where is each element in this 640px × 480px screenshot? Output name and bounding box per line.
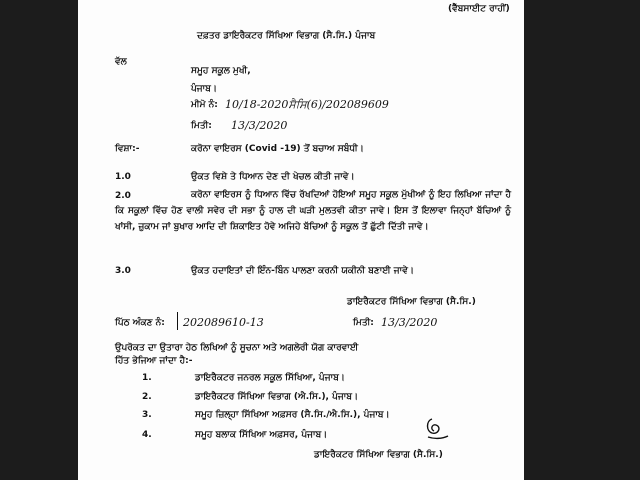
paragraph-number: 2.0: [115, 191, 131, 201]
copy-list-item: ਡਾਇਰੈਕਟਰ ਜਨਰਲ ਸਕੂਲ ਸਿੱਖਿਆ, ਪੰਜਾਬ।: [195, 373, 345, 383]
signatory: ਡਾਇਰੈਕਟਰ ਸਿੱਖਿਆ ਵਿਭਾਗ (ਸੈ.ਸਿ.): [347, 297, 476, 307]
document-page: [78, 0, 524, 480]
copy-list-number: 4.: [142, 430, 152, 440]
copy-list-item: ਸਮੂਹ ਬਲਾਕ ਸਿੱਖਿਆ ਅਫ਼ਸਰ, ਪੰਜਾਬ।: [195, 430, 328, 440]
copy-intro-line-1: ਉਪਰੋਕਤ ਦਾ ਉਤਾਰਾ ਹੇਠ ਲਿਖਿਆਂ ਨੂੰ ਸੂਚਨਾ ਅਤੇ ਅਗਲੇਰੀ ਯੋਗ ਕਾਰਵਾਈ: [115, 343, 359, 353]
signatory-final: ਡਾਇਰੈਕਟਰ ਸਿੱਖਿਆ ਵਿਭਾਗ (ਸੈ.ਸਿ.): [314, 450, 443, 460]
subject-label: ਵਿਸ਼ਾ:-: [115, 144, 140, 154]
copy-list-number: 2.: [142, 392, 152, 402]
memo-label: ਮੀਮੋ ਨੰ:: [191, 100, 218, 110]
handwritten-stroke: [177, 312, 178, 330]
copy-list-number: 1.: [142, 373, 152, 383]
office-header: ਦਫ਼ਤਰ ਡਾਇਰੈਕਟਰ ਸਿੱਖਿਆ ਵਿਭਾਗ (ਸੈ.ਸਿ.) ਪੰਜਾਬ: [197, 31, 376, 41]
paragraph-text: ਕਰੋਨਾ ਵਾਇਰਸ ਨੂੰ ਧਿਆਨ ਵਿੱਚ ਰੱਖਦਿਆਂ ਹੋਇਆਂ ਸਮੂਹ ਸਕੂਲ ਮੁੱਖੀਆਂ ਨੂੰ ਇਹ ਲਿਖਿਆ ਜਾਂਦਾ ਹੈ ਕਿ ਸਕੂਲਾਂ ਵਿੱਚ ਹੋਣ ਵਾਲੀ ਸਵੇਰ ਦੀ ਸਭਾ ਨੂੰ ਹਾਲ ਦੀ ਘੜੀ ਮੁਲਤਵੀ ਕੀਤਾ ਜਾਵੇ। ਇਸ ਤੋਂ ਇਲਾਵਾ ਜਿਨ੍ਹਾਂ ਬੱਚਿਆਂ ਨੂੰ ਖਾਂਸੀ, ਜ਼ੁਕਾਮ ਜਾਂ ਬੁਖਾਰ ਆਦਿ ਦੀ ਸ਼ਿਕਾਇਤ ਹੋਵੇ ਅਜਿਹੇ ਬੱਚਿਆਂ ਨੂੰ ਸਕੂਲ ਤੋਂ ਛੁੱਟੀ ਦਿੱਤੀ ਜਾਵੇ।: [115, 190, 511, 232]
copy-intro-line-2: ਹਿੱਤ ਭੇਜਿਆ ਜਾਂਦਾ ਹੈ:-: [115, 356, 193, 366]
paragraph-text: ਉਕਤ ਵਿਸ਼ੇ ਤੇ ਧਿਆਨ ਦੇਣ ਦੀ ਖੇਚਲ ਕੀਤੀ ਜਾਵੇ।: [191, 172, 355, 182]
recipient-line-2: ਪੰਜਾਬ।: [191, 84, 217, 94]
website-note: (ਵੈੱਬਸਾਈਟ ਰਾਹੀਂ): [448, 4, 510, 14]
copy-list-number: 3.: [142, 410, 152, 420]
recipient-line-1: ਸਮੂਹ ਸਕੂਲ ਮੁਖੀ,: [191, 66, 251, 76]
subject-text: ਕਰੋਨਾ ਵਾਇਰਸ (Covid -19) ਤੋਂ ਬਚਾਅ ਸਬੰਧੀ।: [191, 144, 364, 154]
copy-list-item: ਸਮੂਹ ਜ਼ਿਲ੍ਹਾ ਸਿੱਖਿਆ ਅਫ਼ਸਰ (ਸੈ.ਸਿ./ਐ.ਸਿ.), ਪੰਜਾਬ।: [195, 410, 390, 420]
to-label: ਵੱਲ: [115, 57, 127, 67]
paragraph-number: 1.0: [115, 172, 131, 182]
endorsement-number: 202089610-13: [183, 316, 264, 329]
paragraph-text: ਉਕਤ ਹਦਾਇਤਾਂ ਦੀ ਇੰਨ-ਬਿੰਨ ਪਾਲਣਾ ਕਰਨੀ ਯਕੀਨੀ ਬਣਾਈ ਜਾਵੇ।: [191, 266, 414, 276]
date-label: ਮਿਤੀ:: [191, 121, 212, 131]
endorsement-label: ਪਿੱਠ ਅੰਕਣ ਨੰ:: [115, 318, 165, 328]
endorsement-date: 13/3/2020: [381, 316, 438, 329]
copy-list-item: ਡਾਇਰੈਕਟਰ ਸਿੱਖਿਆ ਵਿਭਾਗ (ਐ.ਸਿ.), ਪੰਜਾਬ।: [195, 392, 359, 402]
memo-number: 10/18-2020ਸੈਸਿ(6)/202089609: [225, 98, 389, 111]
endorsement-date-label: ਮਿਤੀ:: [353, 318, 374, 328]
date-value: 13/3/2020: [231, 119, 288, 132]
handwritten-signature: [418, 415, 454, 445]
paragraph-number: 3.0: [115, 266, 131, 276]
